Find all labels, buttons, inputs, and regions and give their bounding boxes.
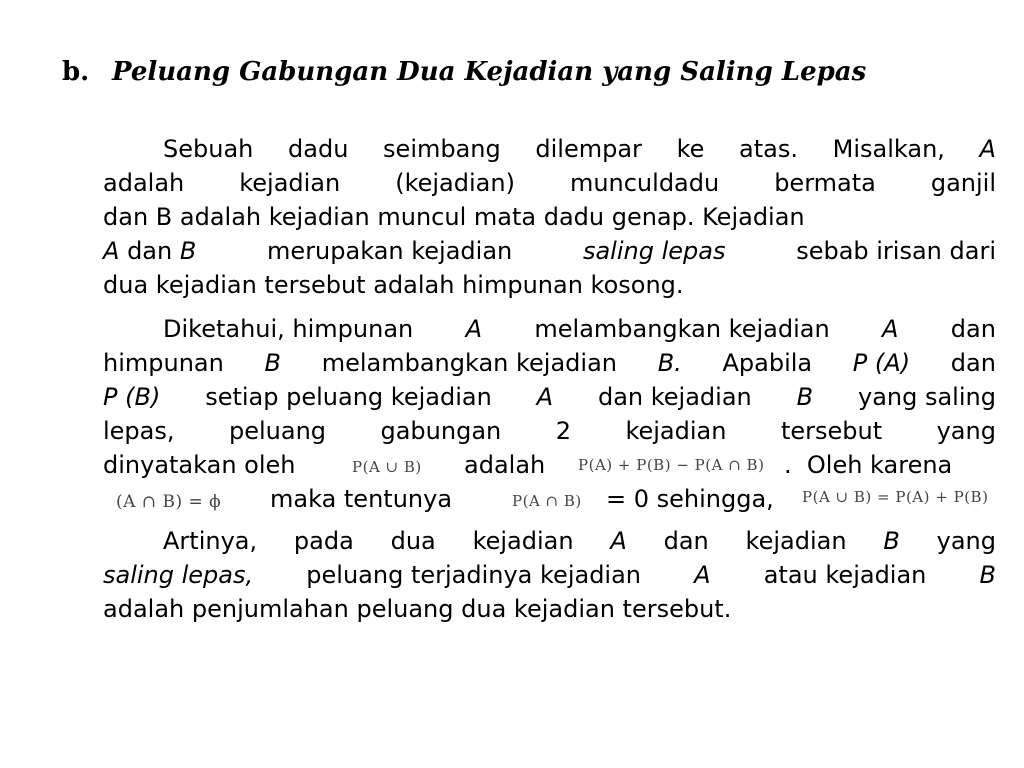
para2-line2: himpunan B melambangkan kejadian B. Apabila P (A) dan bbox=[103, 349, 996, 377]
para2-line1: Diketahui, himpunan A melambangkan kejadian A dan bbox=[163, 315, 996, 343]
para2-line4: lepas, peluang gabungan 2 kejadian tersebut yang bbox=[103, 417, 996, 445]
formula-union: P(A ∪ B) bbox=[352, 458, 422, 476]
para1-line5: dua kejadian tersebut adalah himpunan kosong. bbox=[103, 271, 684, 299]
para2-line5-text1: dinyatakan oleh bbox=[103, 451, 296, 479]
para2-line6-text2: = 0 sehingga, bbox=[606, 485, 774, 513]
para3-line3: adalah penjumlahan peluang dua kejadian tersebut. bbox=[103, 595, 732, 623]
formula-p-intersection: P(A ∩ B) bbox=[512, 492, 582, 510]
para3-line2: saling lepas, peluang terjadinya kejadian A atau kejadian B bbox=[103, 561, 996, 589]
para2-line3: P (B) setiap peluang kejadian A dan kejadian B yang saling bbox=[103, 383, 996, 411]
formula-empty-set: (A ∩ B) = ϕ bbox=[116, 492, 222, 512]
para1-line2: adalah kejadian (kejadian) munculdadu bermata ganjil bbox=[103, 169, 996, 197]
formula-sum-minus: P(A) + P(B) − P(A ∩ B) bbox=[578, 456, 765, 474]
para2-line5-text3: . Oleh karena bbox=[784, 451, 953, 479]
heading-marker: b. bbox=[62, 57, 90, 87]
para2-line5-text2: adalah bbox=[464, 451, 546, 479]
formula-result: P(A ∪ B) = P(A) + P(B) bbox=[802, 488, 989, 506]
heading-text: Peluang Gabungan Dua Kejadian yang Saling Lepas bbox=[112, 57, 867, 87]
para1-line3: dan B adalah kejadian muncul mata dadu genap. Kejadian bbox=[103, 203, 805, 231]
section-heading bbox=[62, 56, 962, 89]
para1-line4: A dan B merupakan kejadian saling lepas sebab irisan dari bbox=[103, 237, 996, 265]
para1-line1: Sebuah dadu seimbang dilempar ke atas. Misalkan, A bbox=[163, 135, 996, 163]
para3-line1: Artinya, pada dua kejadian A dan kejadian B yang bbox=[163, 527, 996, 555]
para2-line6-text1: maka tentunya bbox=[270, 485, 453, 513]
